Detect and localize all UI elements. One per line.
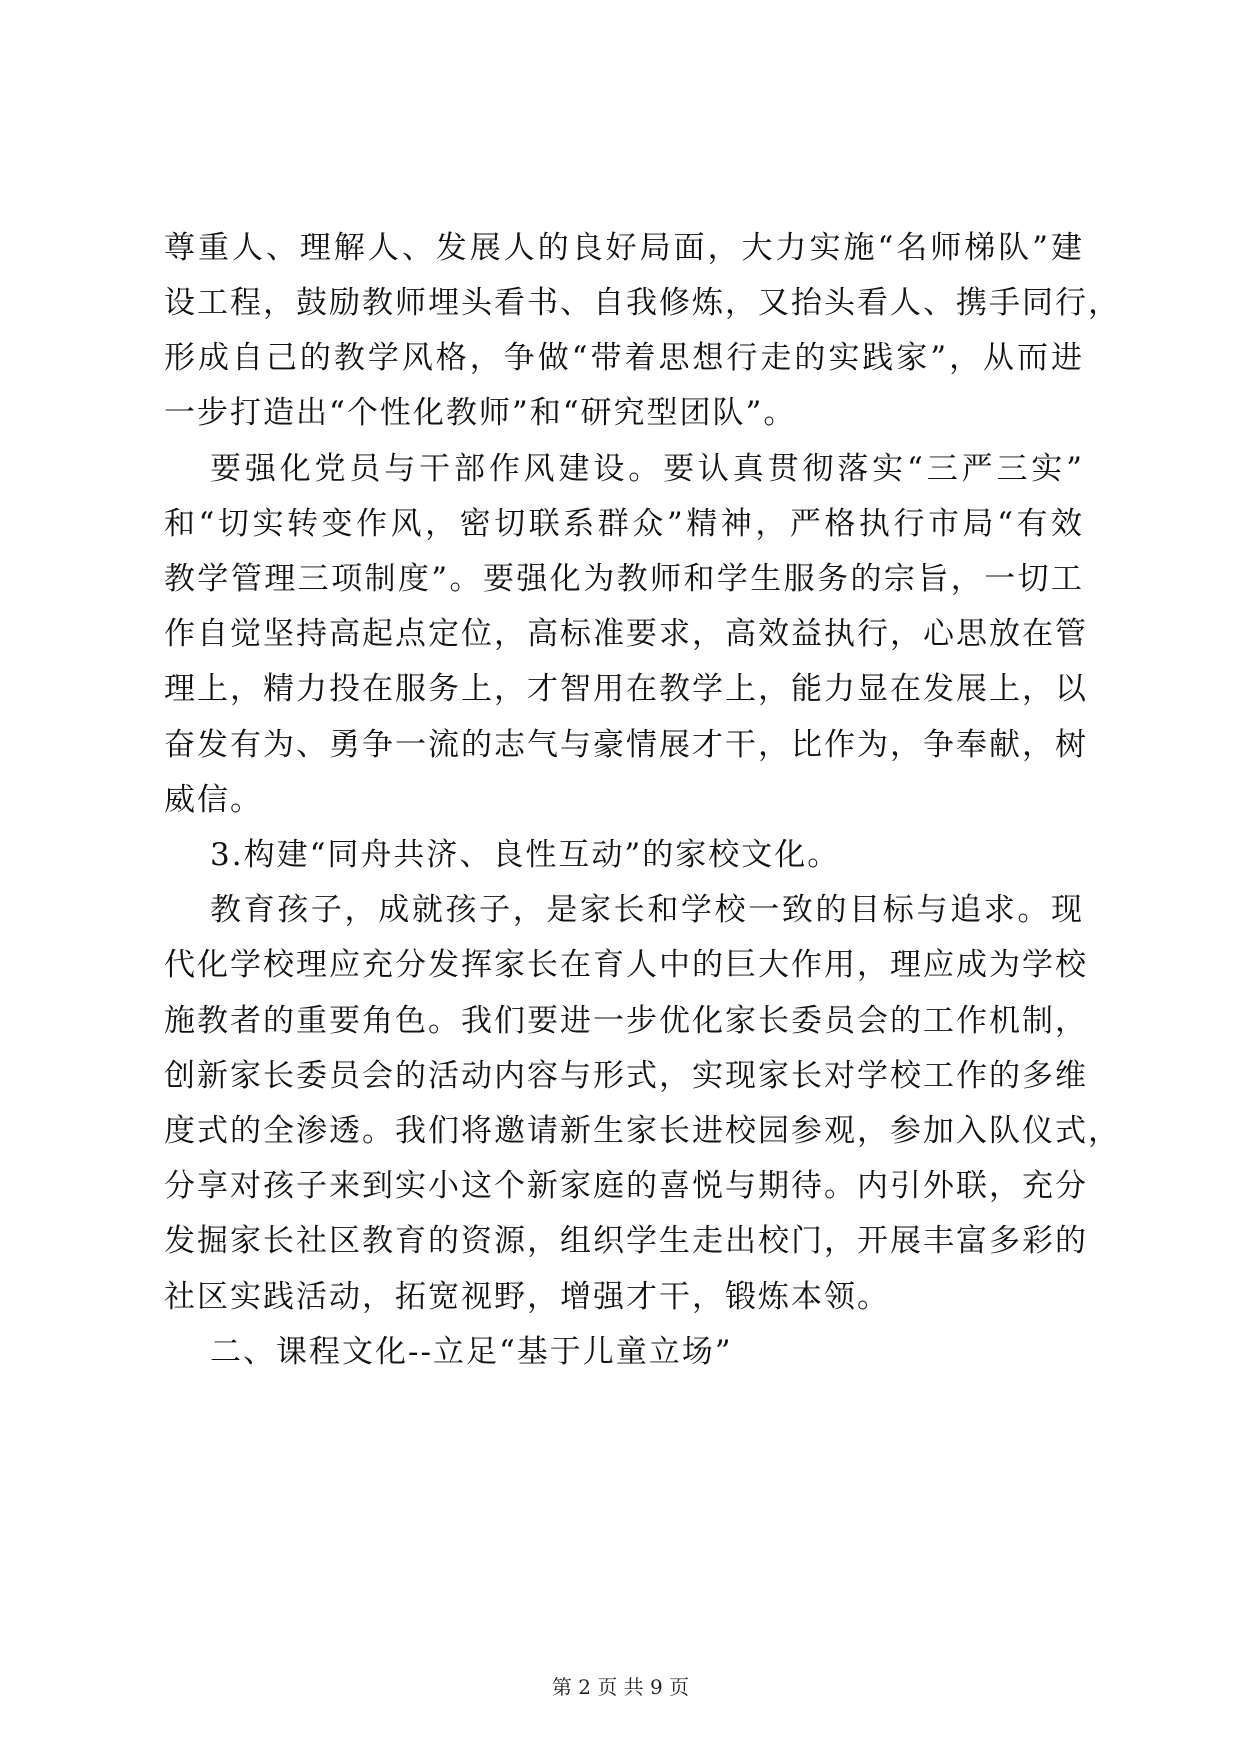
page-number-footer: 第 2 页 共 9 页 xyxy=(551,1675,690,1699)
text-line: 施教者的重要角色。我们要进一步优化家长委员会的工作机制， xyxy=(164,1003,1088,1039)
text-line: 创新家长委员会的活动内容与形式，实现家长对学校工作的多维 xyxy=(164,1058,1088,1094)
text-line: 代化学校理应充分发挥家长在育人中的巨大作用，理应成为学校 xyxy=(164,947,1088,983)
text-line: 一步打造出“个性化教师”和“研究型团队”。 xyxy=(164,395,797,431)
text-line: 分享对孩子来到实小这个新家庭的喜悦与期待。内引外联，充分 xyxy=(164,1168,1088,1204)
text-line: 度式的全渗透。我们将邀请新生家长进校园参观，参加入队仪式， xyxy=(164,1113,1121,1149)
paragraph-start-line: 要强化党员与干部作风建设。要认真贯彻落实“三严三实” xyxy=(210,451,1084,487)
text-line: 威信。 xyxy=(164,782,263,818)
chapter-heading: 二、课程文化--立足“基于儿童立场” xyxy=(210,1334,733,1370)
text-line: 尊重人、理解人、发展人的良好局面，大力实施“名师梯队”建 xyxy=(164,230,1084,266)
text-line: 和“切实转变作风，密切联系群众”精神，严格执行市局“有效 xyxy=(164,506,1084,542)
text-line: 理上，精力投在服务上，才智用在教学上，能力显在发展上，以 xyxy=(164,671,1088,707)
text-line: 作自觉坚持高起点定位，高标准要求，高效益执行，心思放在管 xyxy=(164,616,1088,652)
text-line: 发掘家长社区教育的资源，组织学生走出校门，开展丰富多彩的 xyxy=(164,1223,1088,1259)
text-line: 教学管理三项制度”。要强化为教师和学生服务的宗旨，一切工 xyxy=(164,561,1084,597)
text-line: 奋发有为、勇争一流的志气与豪情展才干，比作为，争奉献，树 xyxy=(164,727,1088,763)
section-heading: 3.构建“同舟共济、良性互动”的家校文化。 xyxy=(210,837,841,873)
text-line: 设工程，鼓励教师埋头看书、自我修炼，又抬头看人、携手同行， xyxy=(164,285,1121,321)
text-line: 形成自己的教学风格，争做“带着思想行走的实践家”，从而进 xyxy=(164,340,1084,376)
paragraph-start-line: 教育孩子，成就孩子，是家长和学校一致的目标与追求。现 xyxy=(210,892,1084,928)
text-line: 社区实践活动，拓宽视野，增强才干，锻炼本领。 xyxy=(164,1279,890,1315)
